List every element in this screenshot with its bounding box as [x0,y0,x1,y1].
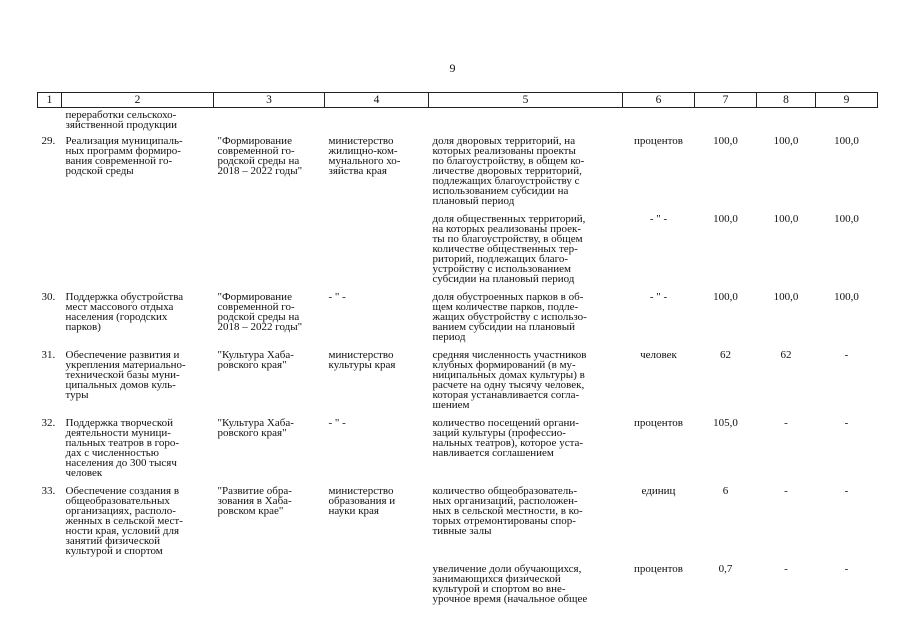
executor-name [325,108,429,137]
col-header-7: 7 [695,93,757,108]
value-col9: 100,0 [834,135,859,147]
executor-name: министерство культуры края [328,349,396,371]
indicator-name: средняя численность участников клубных формирований (в му- ниципальных домах культуры) в расчете на одну тысячу человек, которая устанавливается согла- шением [432,349,587,411]
table-row [38,486,878,564]
value-col8 [757,108,816,137]
unit [623,108,695,137]
executor-name: - " - [328,417,346,429]
measure-name [62,564,214,612]
table-row [38,564,878,612]
row-number [38,564,62,612]
value-col7: 0,7 [718,563,733,575]
executor-name [325,564,429,612]
row-number: 33. [41,485,56,497]
indicator-name: доля дворовых территорий, на которых реализованы проекты по благоустройству, в общем ко- личестве дворовых территорий, подлежащих благоустройству с использованием субсидии на плановый период [432,135,585,207]
table-row [38,108,878,137]
unit: - " - [649,291,668,303]
table-body [38,108,878,613]
unit: единиц [641,485,676,497]
value-col9 [816,108,878,137]
indicator-name: количество общеобразователь- ных организаций, расположен- ных в сельской местности, в ко- торых отремонтированы спор- тивные залы [432,485,583,537]
col-header-9: 9 [816,93,878,108]
value-col9: 100,0 [834,213,859,225]
value-col9: - [844,417,849,429]
unit: процентов [634,563,683,575]
value-col7 [695,108,757,137]
col-header-1: 1 [38,93,62,108]
table-row [38,418,878,486]
unit: процентов [634,135,683,147]
unit: - " - [649,213,668,225]
value-col7: 100,0 [713,135,738,147]
table-row [38,136,878,214]
row-number: 30. [41,291,56,303]
measure-name: Обеспечение развития и укрепления материально- технической базы муни- ципальных домов куль- туры [65,349,186,401]
value-col9: - [844,485,849,497]
value-col8: 100,0 [773,213,799,225]
value-col8: - [784,485,788,497]
value-col7: 6 [722,485,729,497]
header-row [38,93,878,108]
table-row [38,350,878,418]
value-col8: 100,0 [773,135,799,147]
program-name: "Формирование современной го- родской среды на 2018 – 2022 годы" [217,291,303,333]
program-name: "Культура Хаба- ровского края" [217,417,294,439]
value-col8: 100,0 [773,291,799,303]
program-name: "Культура Хаба- ровского края" [217,349,294,371]
value-col8: - [784,417,788,429]
col-header-2: 2 [62,93,214,108]
indicator-name: увеличение доли обучающихся, занимающихся физической культурой и спортом во вне- урочное время (начальное общее [432,563,588,605]
row-number: 32. [41,417,56,429]
value-col7: 105,0 [713,417,738,429]
executor-name [325,214,429,292]
col-header-5: 5 [429,93,623,108]
value-col9: - [844,563,849,575]
indicator-name [429,108,623,137]
value-col9: 100,0 [834,291,859,303]
executor-name: министерство образования и науки края [328,485,396,517]
value-col7: 100,0 [713,213,738,225]
measure-name: Обеспечение создания в общеобразовательных организациях, располо- женных в сельской мест- ности края, условий для занятий физической культурой и спортом [65,485,183,557]
program-name [214,108,325,137]
executor-name: - " - [328,291,346,303]
unit: человек [640,349,677,361]
value-col9: - [844,349,849,361]
row-number [38,108,62,137]
col-header-6: 6 [623,93,695,108]
page-number: 9 [449,61,456,75]
program-name [214,214,325,292]
row-number: 29. [41,135,56,147]
unit: процентов [634,417,683,429]
value-col8: - [784,563,788,575]
value-col7: 100,0 [713,291,738,303]
col-header-8: 8 [757,93,816,108]
table-row [38,214,878,292]
indicator-name: доля общественных территорий, на которых реализованы проек- ты по благоустройству, в общем количестве общественных тер- риторий, подлежащих благо- устройству с использованием субсидии на плановый период [432,213,586,285]
indicator-name: количество посещений органи- заций культуры (профессио- нальных театров), которое уста- навливается соглашением [432,417,584,459]
value-col8: 62 [780,349,792,361]
measure-name: переработки сельскохо- зяйственной продукции [65,109,178,131]
program-name: "Развитие обра- зования в Хаба- ровском крае" [217,485,292,517]
value-col7: 62 [720,349,731,361]
executor-name: министерство жилищно-ком- мунального хо- зяйства края [328,135,401,177]
program-name: "Формирование современной го- родской среды на 2018 – 2022 годы" [217,135,303,177]
measure-name: Поддержка творческой деятельности муници- пальных театров в горо- дах с численностью населения до 300 тысяч человек [65,417,180,479]
col-header-3: 3 [214,93,325,108]
program-name [214,564,325,612]
row-number [38,214,62,292]
row-number: 31. [41,349,56,361]
indicator-name: доля обустроенных парков в об- щем количестве парков, подле- жащих обустройству с использо- ванием субсидии на плановый период [432,291,587,343]
measure-name [62,214,214,292]
col-header-4: 4 [325,93,429,108]
measure-name: Реализация муниципаль- ных программ формиро- вания современной го- родской среды [65,135,183,177]
measure-name: Поддержка обустройства мест массового отдыха населения (городских парков) [65,291,184,333]
indicators-table [37,92,878,612]
table-row [38,292,878,350]
